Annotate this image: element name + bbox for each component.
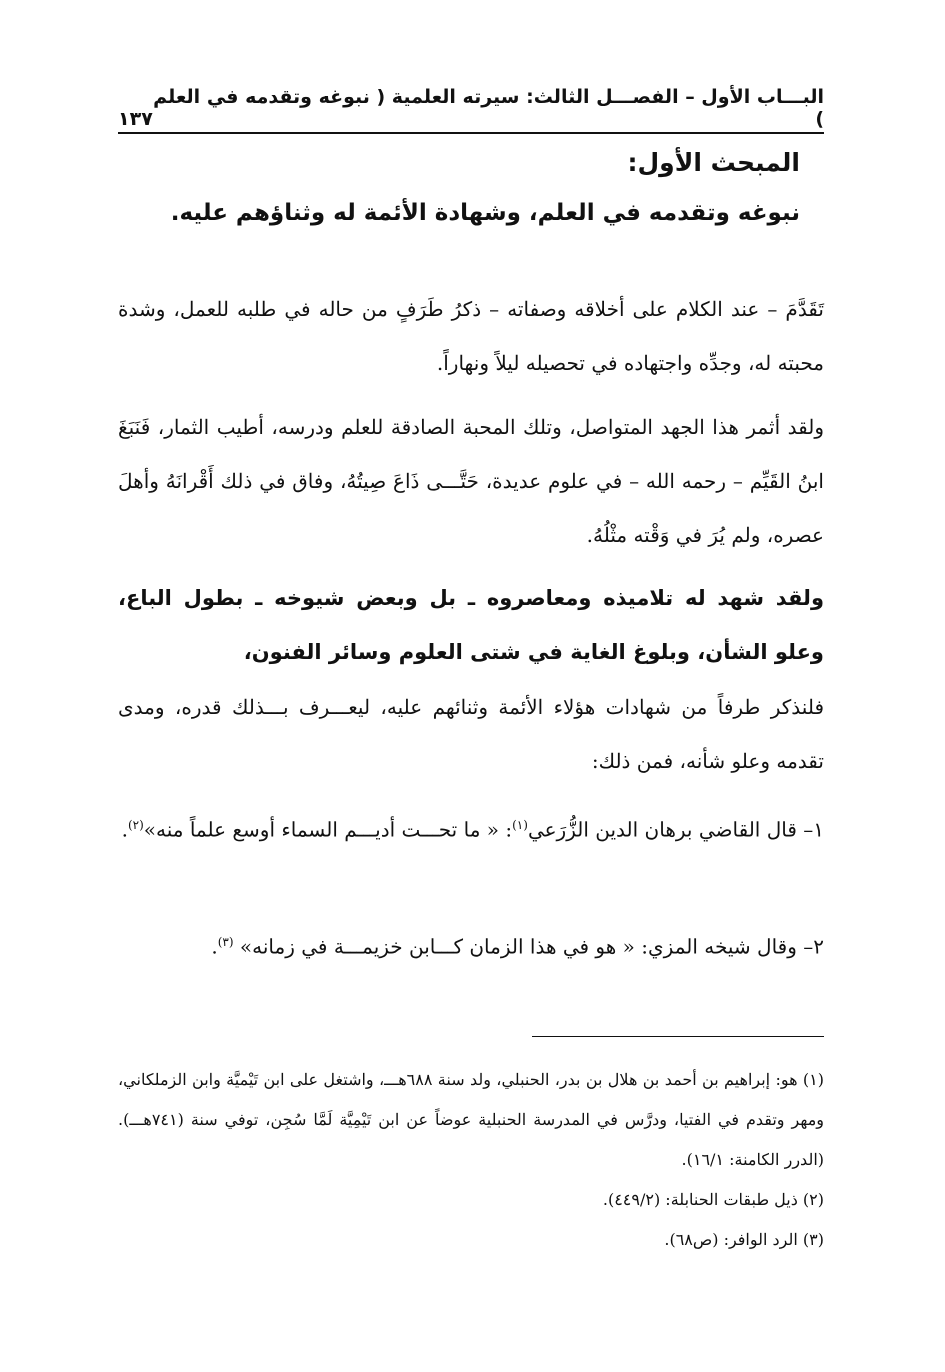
section-subtitle: نبوغه وتقدمه في العلم، وشهادة الأئمة له وثناؤهم عليه. [170, 200, 800, 226]
header-rule [118, 132, 824, 134]
footnote-ref: (٢) [127, 818, 144, 832]
footnote-item: (٣) الرد الوافر: (ص٦٨). [664, 1230, 824, 1249]
quote-prefix: ٢– وقال شيخه المزي: « هو في هذا الزمان كـــابن خزيمـــة في زمانه» [233, 934, 824, 959]
footnote-item: (٢) ذيل طبقات الحنابلة: (٤٤٩/٢). [602, 1190, 824, 1209]
quote-prefix: ١– قال القاضي برهان الدين الزُّرَعي [527, 817, 824, 842]
running-title: البـــاب الأول – الفصـــل الثالث: سيرته العلمية ( نبوغه وتقدمه في العلم ) [153, 86, 824, 130]
footnote-ref: (٣) [217, 935, 234, 949]
page-number: ١٣٧ [118, 108, 153, 130]
quote-item [118, 915, 824, 974]
running-header [118, 86, 824, 130]
section-title: المبحث الأول: [627, 148, 800, 177]
quote-end: . [211, 934, 218, 959]
paragraph-fruits: ولقد أثمر هذا الجهد المتواصل، وتلك المحبة الصادقة للعلم ودرسه، أطيب الثمار، فَنَبَغَ ابنُ القَيِّم – رحمه الله – في علوم عديدة، حَتَّـــى ذَاعَ صِيتُهُ، وفاق في ذلك أَقْرانَهُ وأهلَ عصره، ولم يُرَ في وَقْته مثْلُهُ. [118, 415, 824, 547]
footnote-rule [532, 1036, 824, 1037]
quote-item [118, 798, 824, 857]
paragraph-testimony: ولقد شهد له تلاميذه ومعاصروه ـ بل وبعض شيوخه ـ بطول الباع، وعلو الشأن، وبلوغ الغاية في شتى العلوم وسائر الفنون، [118, 586, 824, 664]
footnote-ref: (١) [512, 818, 528, 832]
quote-text: : « ما تحـــت أديـــم السماء أوسع علماً منه» [143, 817, 513, 842]
footnote-item: (١) هو: إبراهيم بن أحمد بن هلال بن بدر، الحنبلي، ولد سنة ٦٨٨هـــ، واشتغل على ابن تَيْميَّة وابن الزملكاني، ومهر وتقدم في الفتيا، ودرَّس في المدرسة الحنبلية عوضاً عن ابن تَيْمِيَّة لَمَّا سُجِن، توفي سنة (٧٤١هـــ). (الدرر الكامنة: ١٦/١). [118, 1070, 824, 1169]
quote-end: . [121, 817, 128, 842]
footnotes [118, 1060, 824, 1260]
paragraph-mention: فلنذكر طرفاً من شهادات هؤلاء الأئمة وثنائهم عليه، ليعـــرف بـــذلك قدره، ومدى تقدمه وعلو شأنه، فمن ذلك: [118, 695, 825, 773]
paragraph-intro: تَقَدَّمَ – عند الكلام على أخلاقه وصفاته – ذكرُ طَرَفٍ من حاله في طلبه للعمل، وشدة محبته له، وجدِّه واجتهاده في تحصيله ليلاً ونهاراً. [118, 297, 824, 375]
